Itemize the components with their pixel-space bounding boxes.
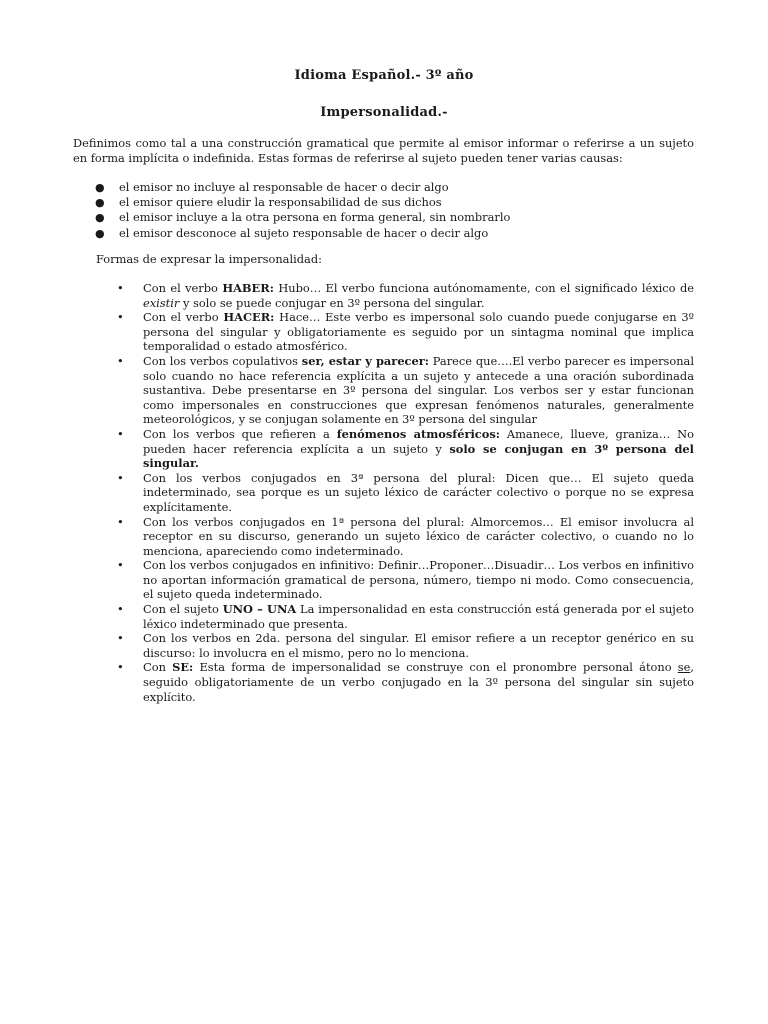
bullet-icon: • xyxy=(117,631,124,646)
bullet-icon: • xyxy=(117,602,124,617)
cause-text: el emisor quiere eludir la responsabilidad de sus dichos xyxy=(119,195,442,210)
form-item-infinitivo xyxy=(96,558,694,602)
form-text: Amanece, llueve, graniza… No pueden hacer referencia explícita a un sujeto y xyxy=(143,426,694,456)
cause-text: el emisor no incluye al responsable de hacer o decir algo xyxy=(119,180,449,194)
form-text: Con los verbos conjugados en 3ª persona del plural: Dicen que… El sujeto queda indeterminado, sea porque es un sujeto léxico de carácter colectivo o porque no se expresa explícitamente. xyxy=(143,470,694,514)
form-item-hacer xyxy=(96,310,694,354)
cause-item xyxy=(73,180,694,195)
bullet-icon: ● xyxy=(95,196,105,210)
causes-list xyxy=(73,180,694,241)
document-subtitle: Impersonalidad.- xyxy=(320,105,448,120)
bullet-icon: ● xyxy=(95,211,105,225)
cause-text: el emisor incluye a la otra persona en forma general, sin nombrarlo xyxy=(119,210,511,225)
document-title: Idioma Español.- 3º año xyxy=(294,68,474,83)
form-keyword: solo se conjugan en 3º persona del singular. xyxy=(143,441,695,471)
form-keyword: HABER: xyxy=(222,281,274,295)
form-text: La impersonalidad en esta construcción está generada por el sujeto léxico indeterminado que presenta. xyxy=(143,602,695,631)
bullet-icon: ● xyxy=(95,226,105,240)
bullet-icon: • xyxy=(117,558,124,573)
form-item-copulativos xyxy=(96,354,694,427)
bullet-icon: • xyxy=(117,660,124,675)
form-text: y solo se puede conjugar en 3º persona del singular. xyxy=(179,295,485,310)
form-text: Con los verbos copulativos xyxy=(143,353,302,368)
bullet-icon: • xyxy=(117,310,124,325)
form-text: Con los verbos conjugados en infinitivo: Definir…Proponer…Disuadir… Los verbos en infinitivo no aportan información gramatical de persona, número, tiempo ni modo. Como consecuencia, el sujeto queda indeterminado. xyxy=(143,558,694,602)
form-keyword: ser, estar y parecer: xyxy=(301,353,429,368)
form-keyword: HACER: xyxy=(223,310,275,325)
form-text: , seguido obligatoriamente de un verbo conjugado en la 3º persona del singular sin sujeto explícito. xyxy=(143,660,695,704)
bullet-icon: ● xyxy=(95,181,105,194)
cause-text: el emisor desconoce al sujeto responsable de hacer o decir algo xyxy=(119,225,489,240)
form-text: Con el verbo xyxy=(143,310,224,325)
form-text: Esta forma de impersonalidad se construye con el pronombre personal átono xyxy=(193,660,678,675)
form-text: Con el verbo xyxy=(143,281,223,295)
form-keyword: SE: xyxy=(172,660,194,675)
form-item-se xyxy=(96,660,694,704)
form-text: Hace… Este verbo es impersonal solo cuando puede conjugarse en 3º persona del singular y obligatoriamente es seguido por un sintagma nominal que implica temporalidad o estado atmosférico. xyxy=(143,310,694,354)
form-underlined: se xyxy=(677,660,691,675)
form-keyword: fenómenos atmosféricos: xyxy=(336,426,500,441)
intro-paragraph: Definimos como tal a una construcción gramatical que permite al emisor informar o referirse a un sujeto en forma implícita o indefinida. Estas formas de referirse al sujeto pueden tener varias causas: xyxy=(73,136,694,166)
form-keyword: UNO – UNA xyxy=(222,602,297,617)
form-item-1-plural xyxy=(96,515,694,559)
form-text: Parece que….El verbo parecer es impersonal solo cuando no hace referencia explícita a un sujeto y antecede a una oración subordinada sustantiva. Debe presentarse en 3º persona del singular. Los verbos ser y estar funcionan como impersonales en construcciones que expresan fenómenos naturales, generalmente meteorológicos, y se conjugan solamente en 3º persona del singular xyxy=(143,353,694,427)
form-item-atmosfericos xyxy=(96,427,694,471)
form-text: Con el sujeto xyxy=(143,602,223,617)
bullet-icon: • xyxy=(117,514,124,529)
bullet-icon: • xyxy=(117,426,124,441)
bullet-icon: • xyxy=(117,470,124,485)
forms-list xyxy=(96,281,694,704)
form-text: Con los verbos que refieren a xyxy=(143,426,337,441)
form-text: Con los verbos conjugados en 1ª persona del plural: Almorcemos… El emisor involucra al receptor en su discurso, generando un sujeto léxico de carácter colectivo, o cuando no lo menciona, apareciendo como indeterminado. xyxy=(143,514,694,558)
form-text: Con los verbos en 2da. persona del singular. El emisor refiere a un receptor genérico en su discurso: lo involucra en el mismo, pero no lo menciona. xyxy=(143,631,694,660)
form-item-3-plural xyxy=(96,471,694,515)
cause-item xyxy=(73,226,694,241)
form-item-2-singular xyxy=(96,631,694,660)
form-italic: existir xyxy=(143,295,180,310)
bullet-icon: • xyxy=(117,281,124,295)
form-text: Hubo… El verbo funciona autónomamente, con el significado léxico de xyxy=(273,281,694,295)
form-item-haber xyxy=(96,281,694,310)
cause-item xyxy=(73,210,694,225)
form-item-uno-una xyxy=(96,602,694,631)
form-text: Con xyxy=(143,660,173,675)
forms-intro: Formas de expresar la impersonalidad: xyxy=(96,252,322,266)
bullet-icon: • xyxy=(117,353,124,368)
cause-item xyxy=(73,195,694,210)
